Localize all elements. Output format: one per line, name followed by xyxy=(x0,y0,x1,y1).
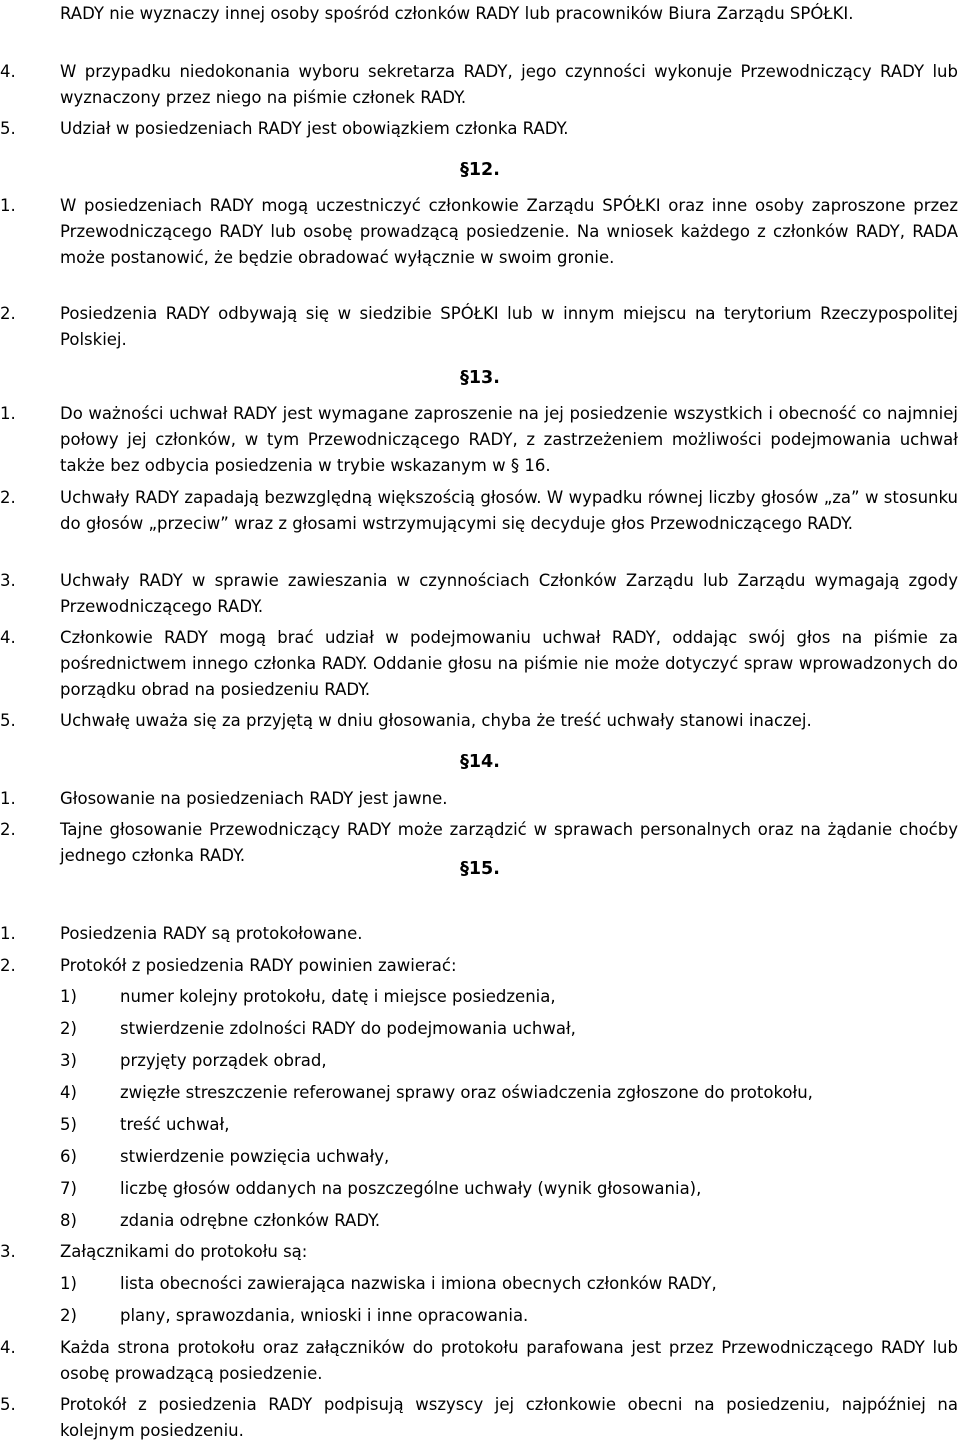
list-item-text: lista obecności zawierająca nazwiska i imiona obecnych członków RADY, xyxy=(120,1274,717,1293)
list-item-number: 5) xyxy=(60,1115,77,1134)
section-heading-12: §12. xyxy=(460,160,500,180)
paragraph-number: 4. xyxy=(0,62,16,81)
list-item-text: zwięzłe streszczenie referowanej sprawy oraz oświadczenia zgłoszone do protokołu, xyxy=(120,1083,813,1102)
list-item-text: numer kolejny protokołu, datę i miejsce posiedzenia, xyxy=(120,987,556,1006)
paragraph-number: 2. xyxy=(0,304,16,323)
list-item xyxy=(60,1144,958,1170)
list-item-number: 7) xyxy=(60,1179,77,1198)
paragraph-12-2 xyxy=(0,301,958,353)
paragraph-text: RADY nie wyznaczy innej osoby spośród członków RADY lub pracowników Biura Zarządu SPÓŁKI. xyxy=(60,4,854,23)
paragraph-number: 5. xyxy=(0,711,16,730)
paragraph-11-4 xyxy=(0,59,958,111)
list-item-text: liczbę głosów oddanych na poszczególne uchwały (wynik głosowania), xyxy=(120,1179,702,1198)
list-item-number: 1) xyxy=(60,987,77,1006)
paragraph-number: 1. xyxy=(0,404,16,423)
paragraph-text: Uchwały RADY w sprawie zawieszania w czynnościach Członków Zarządu lub Zarządu wymagają zgody Przewodniczącego RADY. xyxy=(60,571,958,616)
paragraph-text: W posiedzeniach RADY mogą uczestniczyć członkowie Zarządu SPÓŁKI oraz inne osoby zaproszone przez Przewodniczącego RADY lub osobę prowadzącą posiedzenie. Na wniosek każdego z członków RADY, RADA może postanowić, że będzie obradować wyłącznie w swoim gronie. xyxy=(60,196,958,267)
list-item-number: 3) xyxy=(60,1051,77,1070)
paragraph-number: 2. xyxy=(0,488,16,507)
list-item-number: 1) xyxy=(60,1274,77,1293)
list-item xyxy=(60,1048,958,1074)
section-heading-13: §13. xyxy=(460,368,500,388)
list-item-text: stwierdzenie zdolności RADY do podejmowania uchwał, xyxy=(120,1019,576,1038)
paragraph-number: 4. xyxy=(0,1338,16,1357)
paragraph-text: Protokół z posiedzenia RADY powinien zawierać: xyxy=(60,956,457,975)
list-item-number: 4) xyxy=(60,1083,77,1102)
paragraph-text: Tajne głosowanie Przewodniczący RADY może zarządzić w sprawach personalnych oraz na żądanie choćby jednego członka RADY. xyxy=(60,820,958,865)
list-item xyxy=(60,1208,958,1234)
paragraph-text: W przypadku niedokonania wyboru sekretarza RADY, jego czynności wykonuje Przewodniczący RADY lub wyznaczony przez niego na piśmie członek RADY. xyxy=(60,62,958,107)
paragraph-13-2 xyxy=(0,485,958,537)
paragraph-number: 3. xyxy=(0,571,16,590)
paragraph-number: 1. xyxy=(0,789,16,808)
list-item xyxy=(60,1112,958,1138)
paragraph-number: 5. xyxy=(0,1395,16,1414)
paragraph-number: 5. xyxy=(0,119,16,138)
paragraph-text: Udział w posiedzeniach RADY jest obowiązkiem członka RADY. xyxy=(60,119,569,138)
list-item-number: 8) xyxy=(60,1211,77,1230)
paragraph-text: Uchwałę uważa się za przyjętą w dniu głosowania, chyba że treść uchwały stanowi inaczej. xyxy=(60,711,812,730)
paragraph-14-1 xyxy=(0,786,958,812)
paragraph-12-1 xyxy=(0,193,958,271)
paragraph-text: Uchwały RADY zapadają bezwzględną większością głosów. W wypadku równej liczby głosów „za” w stosunku do głosów „przeciw” wraz z głosami wstrzymującymi się decyduje głos Przewodniczącego RADY. xyxy=(60,488,958,533)
list-item xyxy=(60,984,958,1010)
paragraph-15-5 xyxy=(0,1392,958,1444)
list-item xyxy=(60,1303,958,1329)
paragraph-15-3 xyxy=(0,1239,958,1265)
paragraph-15-2 xyxy=(0,953,958,979)
paragraph-text: Głosowanie na posiedzeniach RADY jest jawne. xyxy=(60,789,448,808)
list-item-number: 2) xyxy=(60,1306,77,1325)
paragraph-number: 4. xyxy=(0,628,16,647)
list-item-text: przyjęty porządek obrad, xyxy=(120,1051,327,1070)
list-item xyxy=(60,1080,958,1106)
paragraph-text: Każda strona protokołu oraz załączników do protokołu parafowana jest przez Przewodniczącego RADY lub osobę prowadzącą posiedzenie. xyxy=(60,1338,958,1383)
list-item-number: 6) xyxy=(60,1147,77,1166)
list-item xyxy=(60,1176,958,1202)
list-item-text: treść uchwał, xyxy=(120,1115,230,1134)
list-item xyxy=(60,1271,958,1297)
continued-paragraph xyxy=(60,1,958,27)
list-item-number: 2) xyxy=(60,1019,77,1038)
list-item-text: plany, sprawozdania, wnioski i inne opracowania. xyxy=(120,1306,529,1325)
paragraph-13-5 xyxy=(0,708,958,734)
paragraph-13-1 xyxy=(0,401,958,479)
paragraph-text: Załącznikami do protokołu są: xyxy=(60,1242,308,1261)
paragraph-number: 3. xyxy=(0,1242,16,1261)
list-item-text: zdania odrębne członków RADY. xyxy=(120,1211,381,1230)
paragraph-text: Posiedzenia RADY są protokołowane. xyxy=(60,924,363,943)
paragraph-15-4 xyxy=(0,1335,958,1387)
section-heading-14: §14. xyxy=(460,752,500,772)
paragraph-text: Członkowie RADY mogą brać udział w podejmowaniu uchwał RADY, oddając swój głos na piśmie za pośrednictwem innego członka RADY. Oddanie głosu na piśmie nie może dotyczyć spraw wprowadzonych do porządku obrad na posiedzeniu RADY. xyxy=(60,628,958,699)
paragraph-11-5 xyxy=(0,116,958,142)
list-item xyxy=(60,1016,958,1042)
paragraph-15-1 xyxy=(0,921,958,947)
paragraph-13-4 xyxy=(0,625,958,703)
list-item-text: stwierdzenie powzięcia uchwały, xyxy=(120,1147,390,1166)
paragraph-number: 1. xyxy=(0,196,16,215)
paragraph-text: Protokół z posiedzenia RADY podpisują wszyscy jej członkowie obecni na posiedzeniu, najpóźniej na kolejnym posiedzeniu. xyxy=(60,1395,958,1440)
paragraph-text: Do ważności uchwał RADY jest wymagane zaproszenie na jej posiedzenie wszystkich i obecność co najmniej połowy jej członków, w tym Przewodniczącego RADY, z zastrzeżeniem możliwości podejmowania uchwał także bez odbycia posiedzenia w trybie wskazanym w § 16. xyxy=(60,404,958,475)
paragraph-text: Posiedzenia RADY odbywają się w siedzibie SPÓŁKI lub w innym miejscu na terytorium Rzeczypospolitej Polskiej. xyxy=(60,304,958,349)
paragraph-number: 2. xyxy=(0,820,16,839)
paragraph-number: 1. xyxy=(0,924,16,943)
section-heading-15: §15. xyxy=(460,859,500,879)
paragraph-number: 2. xyxy=(0,956,16,975)
paragraph-13-3 xyxy=(0,568,958,620)
